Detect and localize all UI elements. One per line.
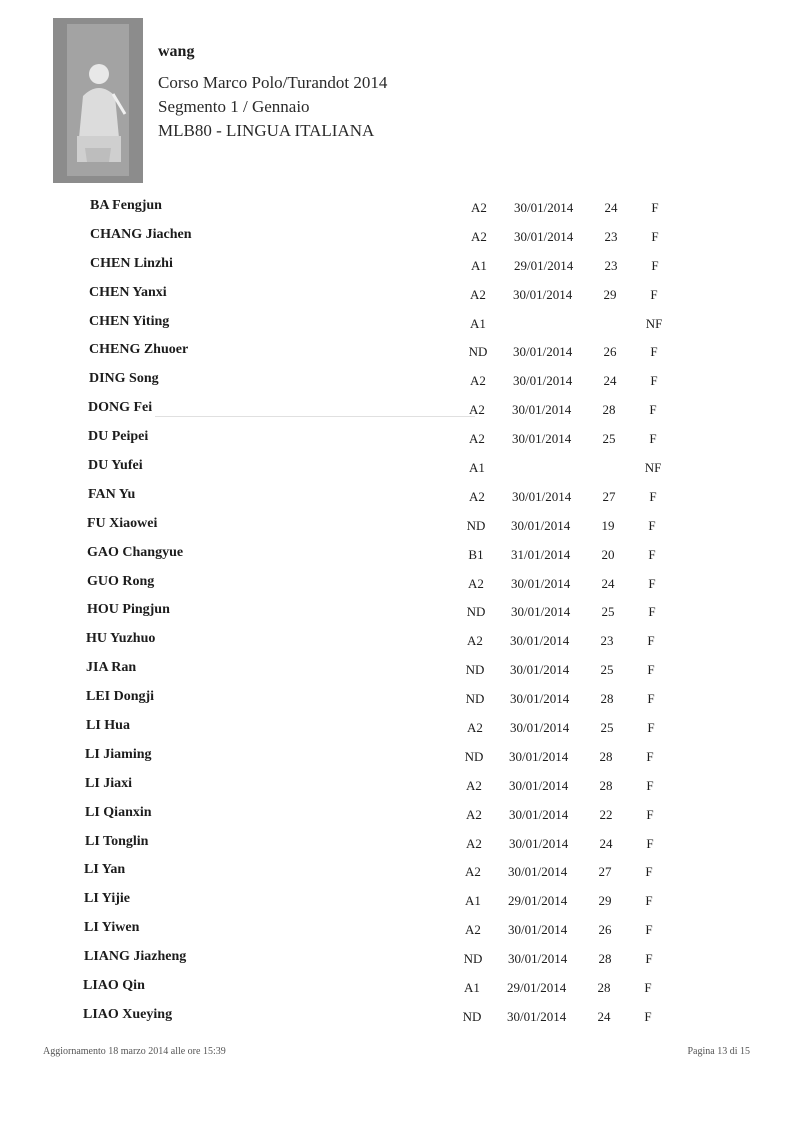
exam-date: 30/01/2014: [512, 402, 572, 418]
exam-date: 30/01/2014: [514, 228, 574, 244]
attendance-status: F: [645, 922, 653, 938]
table-row: [0, 311, 794, 340]
subject-label: MLB80 - LINGUA ITALIANA: [158, 121, 375, 140]
table-row: [0, 282, 794, 311]
student-name: LIAO Xueying: [83, 1006, 173, 1022]
table-row: [0, 1004, 794, 1033]
exam-score: 19: [601, 517, 615, 533]
student-level: A2: [468, 575, 484, 591]
student-name: LEI Dongji: [86, 689, 155, 705]
table-row: [0, 426, 794, 455]
table-row: [0, 571, 794, 600]
page-number: Pagina 13 di 15: [687, 1046, 750, 1057]
attendance-status: F: [648, 604, 656, 620]
student-name: CHENG Zhuoer: [89, 342, 189, 358]
exam-score: 22: [599, 806, 613, 822]
table-row: [0, 657, 794, 686]
student-level: A2: [469, 431, 485, 447]
student-name: HU Yuzhuo: [86, 631, 156, 647]
exam-score: 29: [603, 286, 617, 302]
exam-score: 25: [600, 662, 614, 678]
exam-date: 30/01/2014: [510, 691, 570, 707]
student-name: LI Jiaxi: [85, 775, 133, 791]
table-row: [0, 859, 794, 888]
exam-date: 30/01/2014: [513, 373, 573, 389]
table-row: [0, 831, 794, 860]
attendance-status: F: [650, 373, 658, 389]
student-level: A2: [467, 633, 483, 649]
table-row: [0, 513, 794, 542]
exam-score: 24: [603, 373, 617, 389]
exam-score: 28: [599, 748, 613, 764]
exam-date: 30/01/2014: [513, 344, 573, 360]
table-row: [0, 628, 794, 657]
student-name: LI Hua: [86, 718, 130, 734]
attendance-status: F: [647, 691, 655, 707]
update-timestamp: Aggiornamento 18 marzo 2014 alle ore 15:39: [43, 1046, 226, 1057]
exam-date: 30/01/2014: [511, 575, 571, 591]
exam-score: 23: [604, 228, 618, 244]
table-row: [0, 224, 794, 253]
student-name: BA Fengjun: [90, 198, 162, 213]
exam-score: 24: [599, 835, 613, 851]
exam-date: 30/01/2014: [507, 1008, 567, 1024]
exam-score: 20: [601, 546, 615, 562]
exam-date: 30/01/2014: [510, 633, 570, 649]
student-name: LIANG Jiazheng: [84, 949, 187, 965]
student-level: A2: [467, 720, 483, 736]
student-name: JIA Ran: [86, 660, 137, 676]
attendance-status: F: [651, 257, 659, 273]
student-level: ND: [466, 604, 486, 620]
seal-figure-icon: [53, 18, 143, 183]
attendance-status: F: [645, 864, 653, 880]
exam-date: 30/01/2014: [509, 835, 569, 851]
segment-label: Segmento 1 / Gennaio: [158, 97, 310, 116]
attendance-status: F: [646, 748, 654, 764]
student-level: ND: [462, 1008, 482, 1024]
student-name: LI Jiaming: [85, 746, 152, 762]
exam-date: 29/01/2014: [514, 257, 574, 273]
student-name: DU Yufei: [88, 458, 143, 474]
exam-score: 24: [597, 1008, 611, 1024]
exam-score: 25: [602, 431, 616, 447]
student-level: A2: [465, 922, 481, 938]
student-name: DONG Fei: [88, 400, 153, 416]
student-name: LI Yijie: [84, 891, 131, 907]
exam-date: 30/01/2014: [509, 748, 569, 764]
exam-date: 30/01/2014: [512, 488, 572, 504]
student-level: A1: [471, 257, 487, 273]
table-row: [0, 542, 794, 571]
exam-date: 30/01/2014: [514, 200, 574, 215]
exam-score: 27: [598, 864, 612, 880]
table-row: [0, 715, 794, 744]
exam-date: 29/01/2014: [508, 893, 568, 909]
exam-score: 28: [602, 402, 616, 418]
exam-score: 27: [602, 488, 616, 504]
table-row: [0, 917, 794, 946]
table-row: [0, 253, 794, 282]
course-title: Corso Marco Polo/Turandot 2014: [158, 73, 388, 92]
student-level: B1: [468, 546, 484, 562]
student-name: LI Yiwen: [84, 920, 140, 936]
exam-score: 28: [598, 951, 612, 967]
exam-score: 28: [600, 691, 614, 707]
student-name: FAN Yu: [88, 486, 136, 502]
exam-date: 30/01/2014: [510, 662, 570, 678]
table-row: [0, 802, 794, 831]
table-row: [0, 484, 794, 513]
attendance-status: F: [651, 200, 659, 215]
exam-score: 26: [603, 344, 617, 360]
student-level: A2: [470, 373, 486, 389]
student-level: ND: [464, 748, 484, 764]
student-level: ND: [466, 517, 486, 533]
attendance-status: NF: [645, 315, 663, 331]
attendance-status: F: [649, 431, 657, 447]
student-name: FU Xiaowei: [87, 515, 158, 531]
exam-date: 30/01/2014: [511, 604, 571, 620]
attendance-status: F: [650, 344, 658, 360]
exam-score: 23: [604, 257, 618, 273]
user-name: wang: [158, 43, 195, 60]
exam-date: 30/01/2014: [508, 951, 568, 967]
attendance-status: F: [645, 951, 653, 967]
attendance-status: NF: [644, 460, 662, 476]
exam-date: 30/01/2014: [508, 922, 568, 938]
exam-score: 23: [600, 633, 614, 649]
student-name: DING Song: [89, 371, 159, 387]
student-level: A1: [465, 893, 481, 909]
exam-date: 31/01/2014: [511, 546, 571, 562]
student-level: A2: [470, 286, 486, 302]
exam-date: 30/01/2014: [509, 806, 569, 822]
exam-date: 29/01/2014: [507, 980, 567, 996]
table-row: [0, 686, 794, 715]
university-seal-logo: [53, 18, 143, 183]
exam-score: 24: [604, 200, 618, 215]
student-level: ND: [465, 662, 485, 678]
table-row: [0, 744, 794, 773]
attendance-status: F: [646, 806, 654, 822]
attendance-status: F: [649, 402, 657, 418]
attendance-status: F: [648, 575, 656, 591]
exam-score: 26: [598, 922, 612, 938]
student-name: HOU Pingjun: [87, 602, 170, 618]
attendance-status: F: [648, 517, 656, 533]
student-name: GAO Changyue: [87, 544, 184, 560]
student-level: ND: [468, 344, 488, 360]
student-level: A2: [465, 864, 481, 880]
table-row: [0, 946, 794, 975]
table-row: [0, 368, 794, 397]
table-row: [0, 888, 794, 917]
student-level: A2: [466, 777, 482, 793]
student-name: CHANG Jiachen: [90, 226, 192, 242]
student-level: A2: [471, 200, 487, 215]
student-level: ND: [463, 951, 483, 967]
attendance-status: F: [646, 777, 654, 793]
attendance-status: F: [648, 546, 656, 562]
document-header: [158, 43, 387, 143]
student-name: CHEN Linzhi: [90, 255, 173, 271]
attendance-status: F: [644, 1008, 652, 1024]
student-name: DU Peipei: [88, 429, 149, 445]
table-row: [0, 397, 794, 426]
exam-score: 28: [599, 777, 613, 793]
attendance-status: F: [649, 488, 657, 504]
student-name: LI Qianxin: [85, 804, 152, 820]
exam-date: 30/01/2014: [509, 777, 569, 793]
attendance-status: F: [647, 662, 655, 678]
attendance-status: F: [650, 286, 658, 302]
student-list: [0, 195, 794, 1033]
student-level: A1: [470, 315, 486, 331]
attendance-status: F: [646, 835, 654, 851]
table-row: [0, 599, 794, 628]
table-row: [0, 195, 794, 224]
exam-date: 30/01/2014: [513, 286, 573, 302]
attendance-status: F: [651, 228, 659, 244]
exam-date: 30/01/2014: [508, 864, 568, 880]
attendance-status: F: [644, 980, 652, 996]
exam-score: 28: [597, 980, 611, 996]
attendance-status: F: [647, 633, 655, 649]
table-row: [0, 339, 794, 368]
student-name: LI Yan: [84, 862, 126, 878]
student-name: CHEN Yanxi: [89, 284, 167, 300]
exam-score: 25: [601, 604, 615, 620]
student-level: A2: [471, 228, 487, 244]
student-level: A2: [469, 402, 485, 418]
table-row: [0, 773, 794, 802]
attendance-status: F: [645, 893, 653, 909]
table-row: [0, 455, 794, 484]
exam-score: 25: [600, 720, 614, 736]
student-level: A1: [469, 460, 485, 476]
student-level: A2: [469, 488, 485, 504]
student-name: CHEN Yiting: [89, 313, 170, 329]
exam-date: 30/01/2014: [511, 517, 571, 533]
exam-date: 30/01/2014: [512, 431, 572, 447]
exam-score: 29: [598, 893, 612, 909]
student-name: LI Tonglin: [85, 833, 149, 849]
exam-score: 24: [601, 575, 615, 591]
student-name: LIAO Qin: [83, 978, 145, 994]
student-level: ND: [465, 691, 485, 707]
student-level: A1: [464, 980, 480, 996]
attendance-status: F: [647, 720, 655, 736]
student-name: GUO Rong: [87, 573, 155, 589]
table-row: [0, 975, 794, 1004]
exam-date: 30/01/2014: [510, 720, 570, 736]
student-level: A2: [466, 806, 482, 822]
student-level: A2: [466, 835, 482, 851]
